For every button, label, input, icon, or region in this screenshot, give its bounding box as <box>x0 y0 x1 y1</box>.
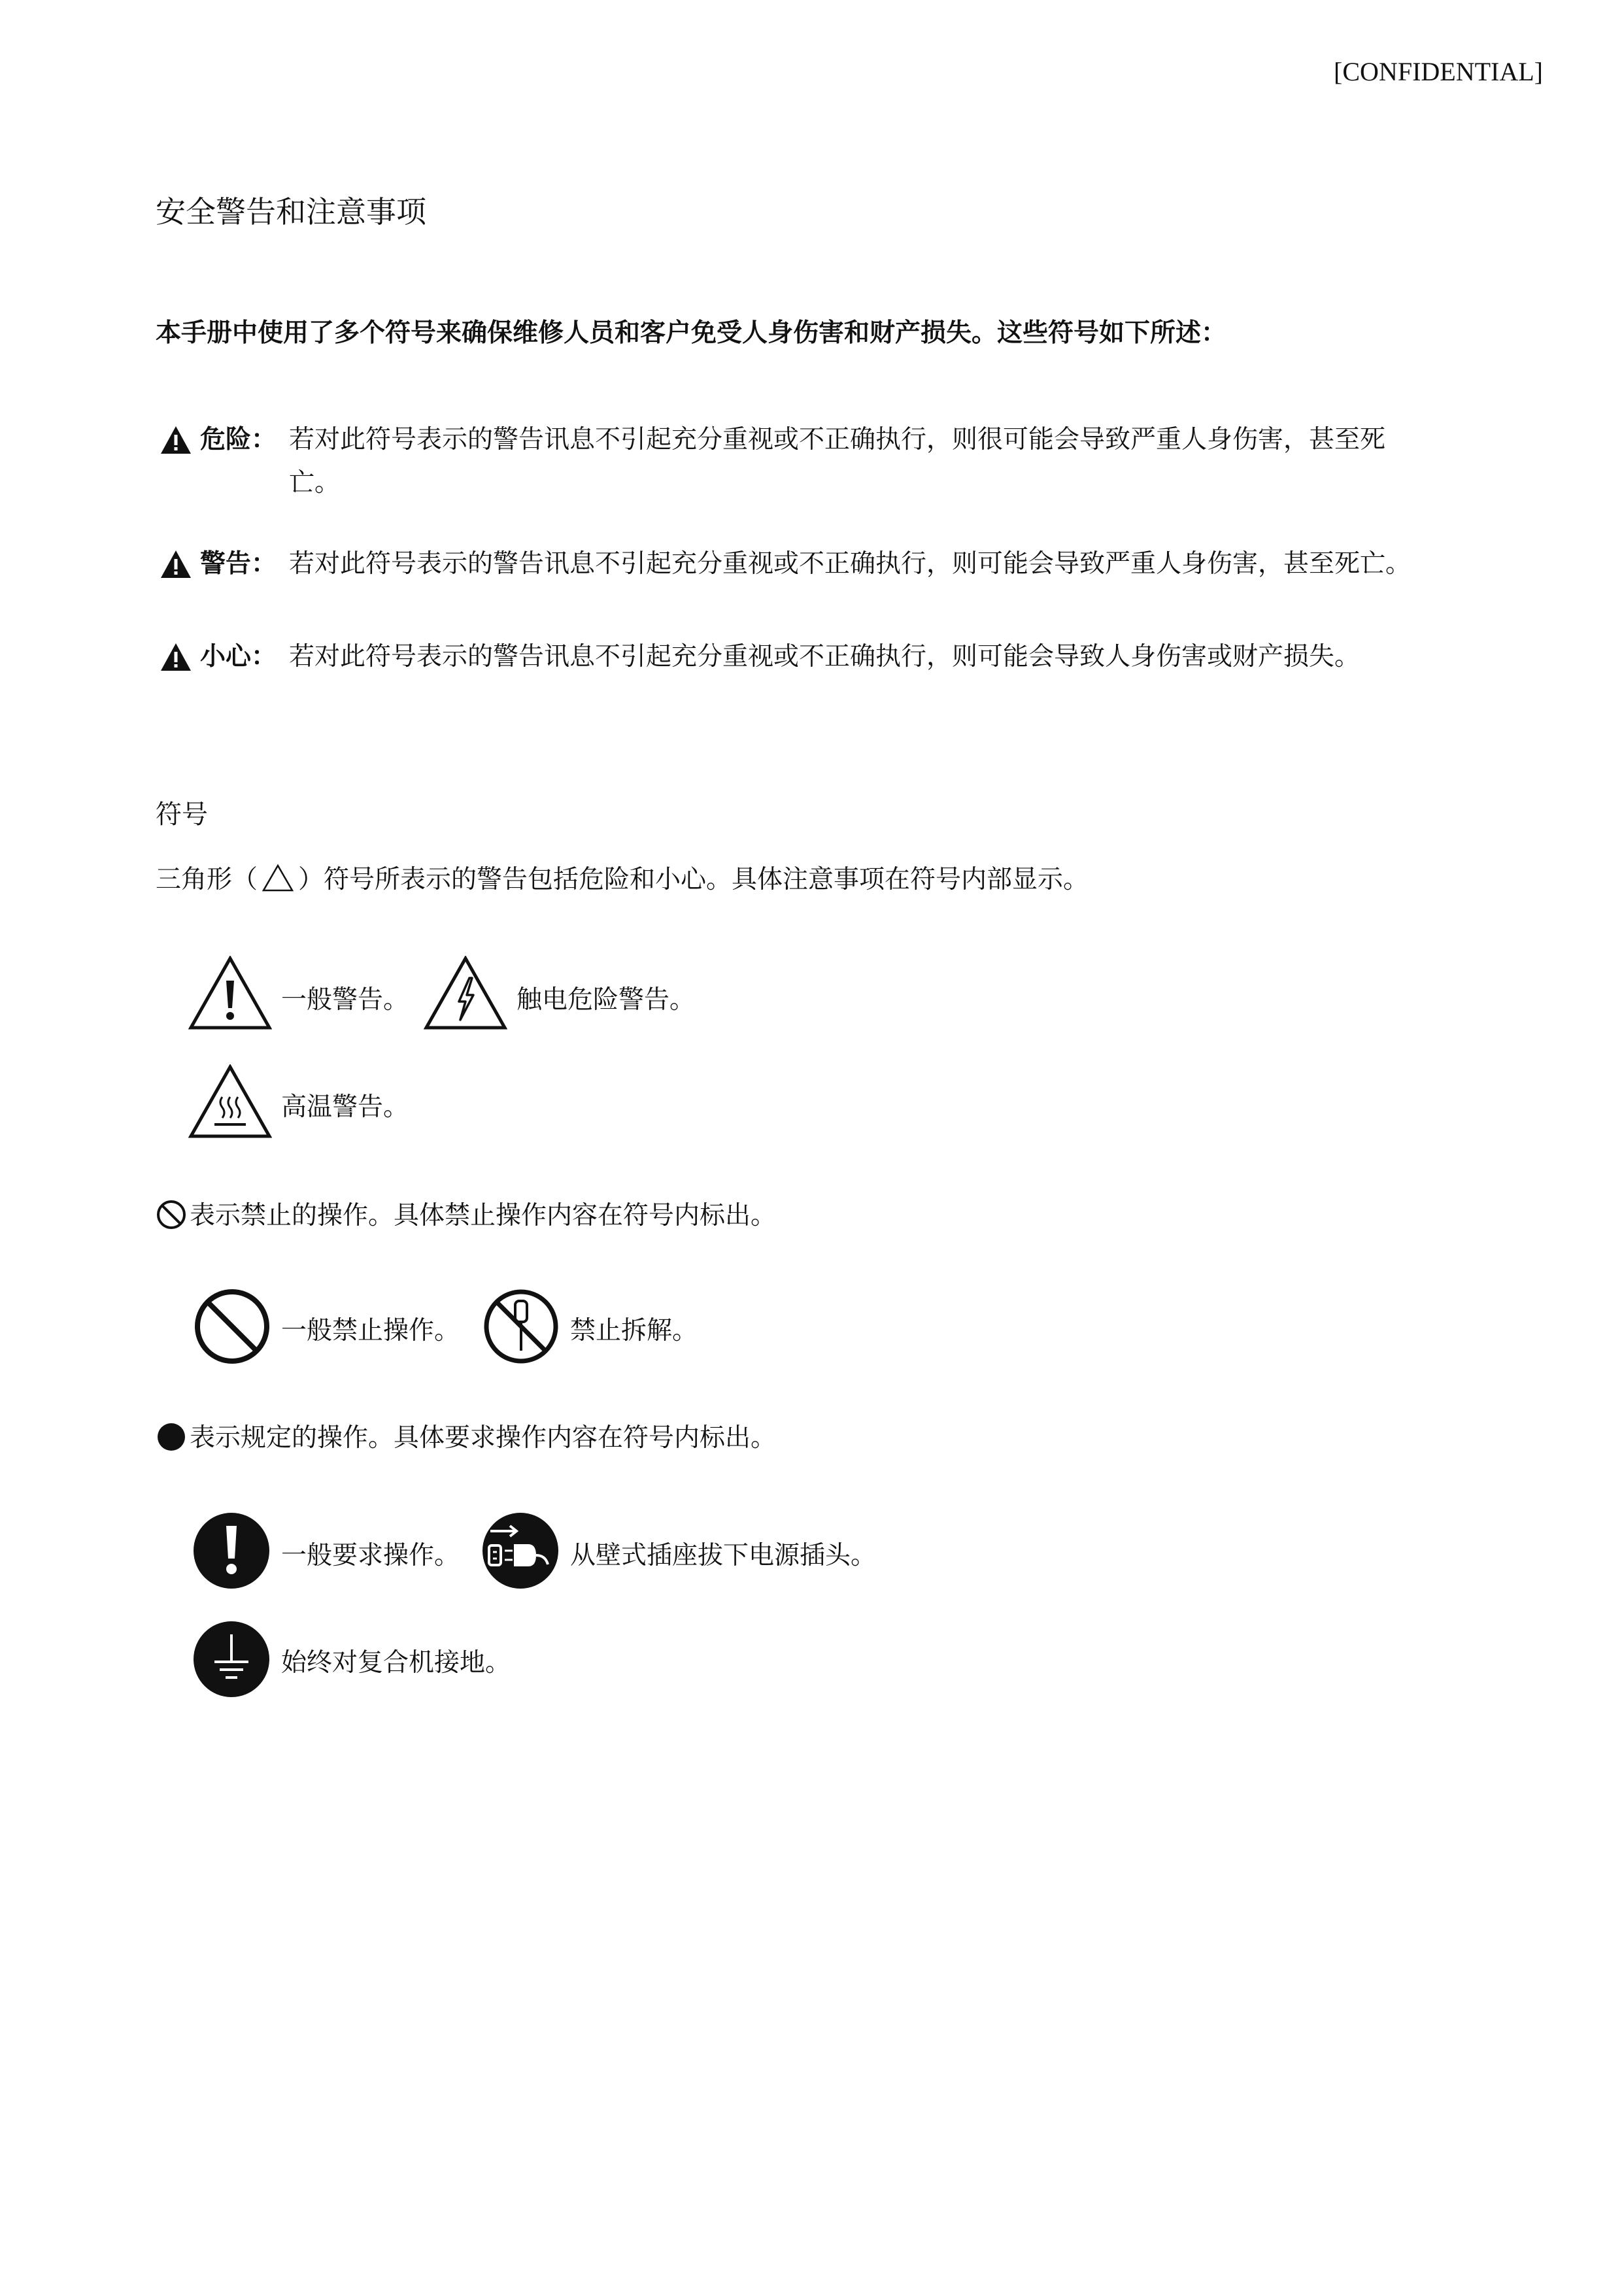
ground-icon <box>192 1620 271 1698</box>
danger-desc-line1: 若对此符号表示的警告讯息不引起充分重视或不正确执行，则很可能会导致严重人身伤害，甚至死 <box>289 425 1386 454</box>
caution-desc: 若对此符号表示的警告讯息不引起充分重视或不正确执行，则可能会导致人身伤害或财产损失。 <box>289 642 1361 671</box>
hot-surface-triangle-icon <box>188 1064 272 1139</box>
lightning-triangle-icon <box>424 956 507 1030</box>
symbols-heading: 符号 <box>156 800 208 830</box>
filled-circle-icon <box>156 1421 187 1453</box>
triangle-description <box>156 862 1089 898</box>
general-required-label: 一般要求操作。 <box>281 1541 460 1570</box>
exclamation-circle-icon <box>192 1511 271 1590</box>
unplug-icon <box>481 1511 560 1590</box>
page-title: 安全警告和注意事项 <box>156 194 426 229</box>
ground-label: 始终对复合机接地。 <box>281 1648 511 1678</box>
triangle-desc-after: ）符号所表示的警告包括危险和小心。具体注意事项在符号内部显示。 <box>298 865 1089 894</box>
exclamation-triangle-icon <box>188 956 272 1030</box>
prohibit-desc-text: 表示禁止的操作。具体禁止操作内容在符号内标出。 <box>190 1201 777 1230</box>
electric-shock-label: 触电危险警告。 <box>516 985 696 1015</box>
no-disassembly-label: 禁止拆解。 <box>570 1316 698 1345</box>
high-temperature-label: 高温警告。 <box>281 1092 409 1122</box>
general-warning-label: 一般警告。 <box>281 985 409 1015</box>
triangle-desc-before: 三角形（ <box>156 865 258 894</box>
required-desc-text: 表示规定的操作。具体要求操作内容在符号内标出。 <box>190 1423 777 1453</box>
warning-label: 警告： <box>200 549 277 579</box>
confidential-header: [CONFIDENTIAL] <box>1334 57 1543 86</box>
triangle-outline-icon <box>262 863 294 893</box>
caution-row <box>160 635 1532 681</box>
warning-triangle-icon <box>160 425 192 455</box>
caution-label: 小心： <box>200 642 277 671</box>
warning-triangle-icon <box>160 549 192 579</box>
general-prohibit-icon <box>194 1288 271 1365</box>
no-disassembly-icon <box>482 1288 560 1365</box>
prohibit-description <box>156 1198 776 1234</box>
danger-row <box>160 418 1467 510</box>
general-prohibit-label: 一般禁止操作。 <box>281 1316 460 1345</box>
warning-triangle-icon <box>160 642 192 672</box>
intro-paragraph: 本手册中使用了多个符号来确保维修人员和客户免受人身伤害和财产损失。这些符号如下所述： <box>156 318 1227 348</box>
warning-row <box>160 543 1532 588</box>
unplug-label: 从壁式插座拔下电源插头。 <box>570 1541 877 1570</box>
danger-label: 危险： <box>200 425 277 454</box>
prohibition-icon <box>156 1199 187 1230</box>
required-description <box>156 1420 776 1457</box>
danger-desc-line2: 亡。 <box>289 468 341 498</box>
warning-desc: 若对此符号表示的警告讯息不引起充分重视或不正确执行，则可能会导致严重人身伤害，甚至死亡。 <box>289 549 1412 579</box>
